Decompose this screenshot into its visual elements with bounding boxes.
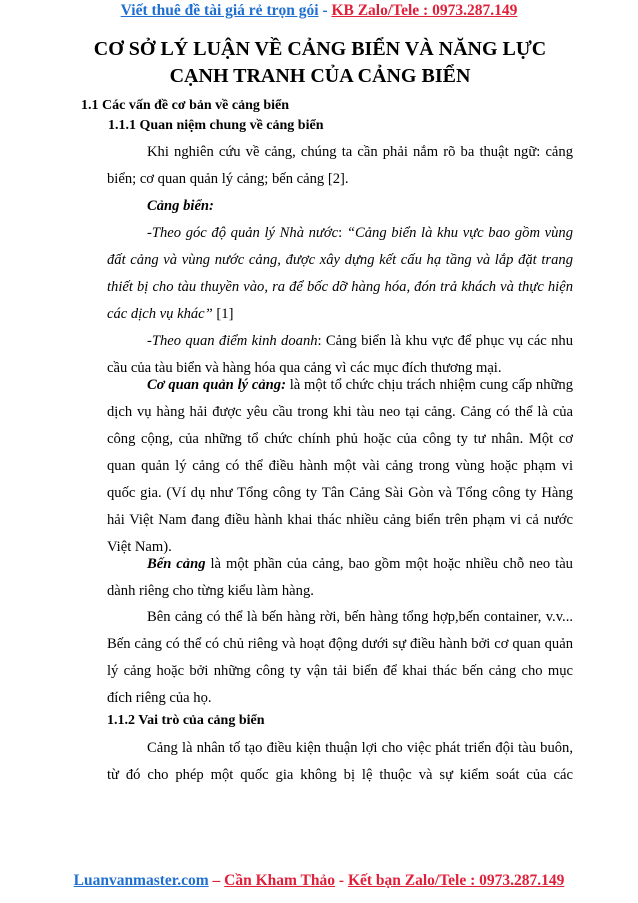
terminal-types-paragraph: Bên cảng có thể là bến hàng rời, bến hàng tổng hợp,bến container, v.v... Bến cảng có thể có chủ riêng và hoạt động dưới sự điều hành bởi cơ quan quản lý cảng hoặc bởi những công ty vận tải biển để khai thác bến cảng cho mục đích riêng của họ.: [107, 609, 573, 706]
header-separator: -: [318, 2, 332, 19]
state-view-reference: [1]: [212, 306, 234, 322]
port-authority-paragraph: [107, 372, 573, 561]
state-view-paragraph: [107, 220, 573, 328]
footer-separator: -: [335, 872, 348, 889]
business-view-text: : Cảng biển là khu vực để phục vụ các nhu cầu của tàu biển và hàng hóa qua cảng vì các mục đích thương mại.: [107, 333, 574, 376]
terminal-paragraph: [107, 551, 573, 605]
port-authority-label: Cơ quan quản lý cảng:: [147, 377, 286, 393]
terminal-label: Bến cảng: [147, 556, 206, 572]
state-view-quote: “Cảng biển là khu vực bao gồm vùng đất cảng và vùng nước cảng, được xây dựng kết cấu hạ tầng và lắp đặt trang thiết bị cho tàu thuyền vào, ra để bốc dỡ hàng hóa, đón trả khách và thực hiện các dịch vụ khác”: [107, 225, 573, 322]
section-heading-1-1: 1.1 Các vấn đề cơ bản về cảng biển: [81, 98, 290, 113]
chapter-title-line2: CẠNH TRANH CỦA CẢNG BIỂN: [169, 65, 471, 87]
header-contact-link[interactable]: KB Zalo/Tele : 0973.287.149: [331, 2, 518, 19]
state-view-colon: :: [338, 225, 347, 241]
chapter-title: [60, 36, 580, 90]
footer-dash: –: [208, 872, 225, 889]
footer-banner: [0, 872, 638, 890]
port-definition-label-block: [107, 193, 573, 220]
footer-contact-link[interactable]: Kết bạn Zalo/Tele : 0973.287.149: [347, 872, 565, 889]
port-authority-text: là một tổ chức chịu trách nhiệm cung cấp những dịch vụ hàng hải được yêu cầu trong khi tàu neo tại cảng. Cảng có thể là của công cộng, của những tổ chức chính phủ hoặc của công ty tư nhân. Một cơ quan quản lý cảng có thể điều hành một vài cảng trong vùng hoặc phạm vi quốc gia. (Ví dụ như Tổng công ty Tân Cảng Sài Gòn và Tổng công ty Hàng hải Việt Nam đang điều hành khai thác nhiều cảng biển trên phạm vi cả nước Việt Nam).: [107, 377, 573, 555]
footer-site-link[interactable]: Luanvanmaster.com: [73, 872, 209, 889]
port-definition-label: Cảng biển:: [147, 198, 214, 214]
header-service-link[interactable]: Viết thuê đề tài giá rẻ trọn gói: [120, 2, 319, 19]
terminal-text: là một phần của cảng, bao gồm một hoặc nhiều chỗ neo tàu dành riêng cho từng kiểu làm hàng.: [107, 556, 573, 599]
business-view-lead: -Theo quan điểm kinh doanh: [147, 333, 318, 349]
section-heading-1-1-1: 1.1.1 Quan niệm chung về cảng biển: [108, 118, 324, 133]
header-banner: [0, 2, 638, 20]
intro-paragraph: Khi nghiên cứu về cảng, chúng ta cần phải nắm rõ ba thuật ngữ: cảng biển; cơ quan quản lý cảng; bến cảng [2].: [107, 144, 573, 187]
role-paragraph: Cảng là nhân tố tạo điều kiện thuận lợi cho việc phát triển đội tàu buôn, từ đó cho phép một quốc gia không bị lệ thuộc và sự kiểm soát của các: [107, 740, 573, 783]
state-view-lead: -Theo góc độ quản lý Nhà nước: [147, 225, 339, 241]
chapter-title-line1: CƠ SỞ LÝ LUẬN VỀ CẢNG BIỂN VÀ NĂNG LỰC: [93, 38, 547, 60]
footer-author-link[interactable]: Cần Kham Thảo: [224, 872, 336, 889]
section-heading-1-1-2: 1.1.2 Vai trò của cảng biển: [107, 713, 265, 728]
